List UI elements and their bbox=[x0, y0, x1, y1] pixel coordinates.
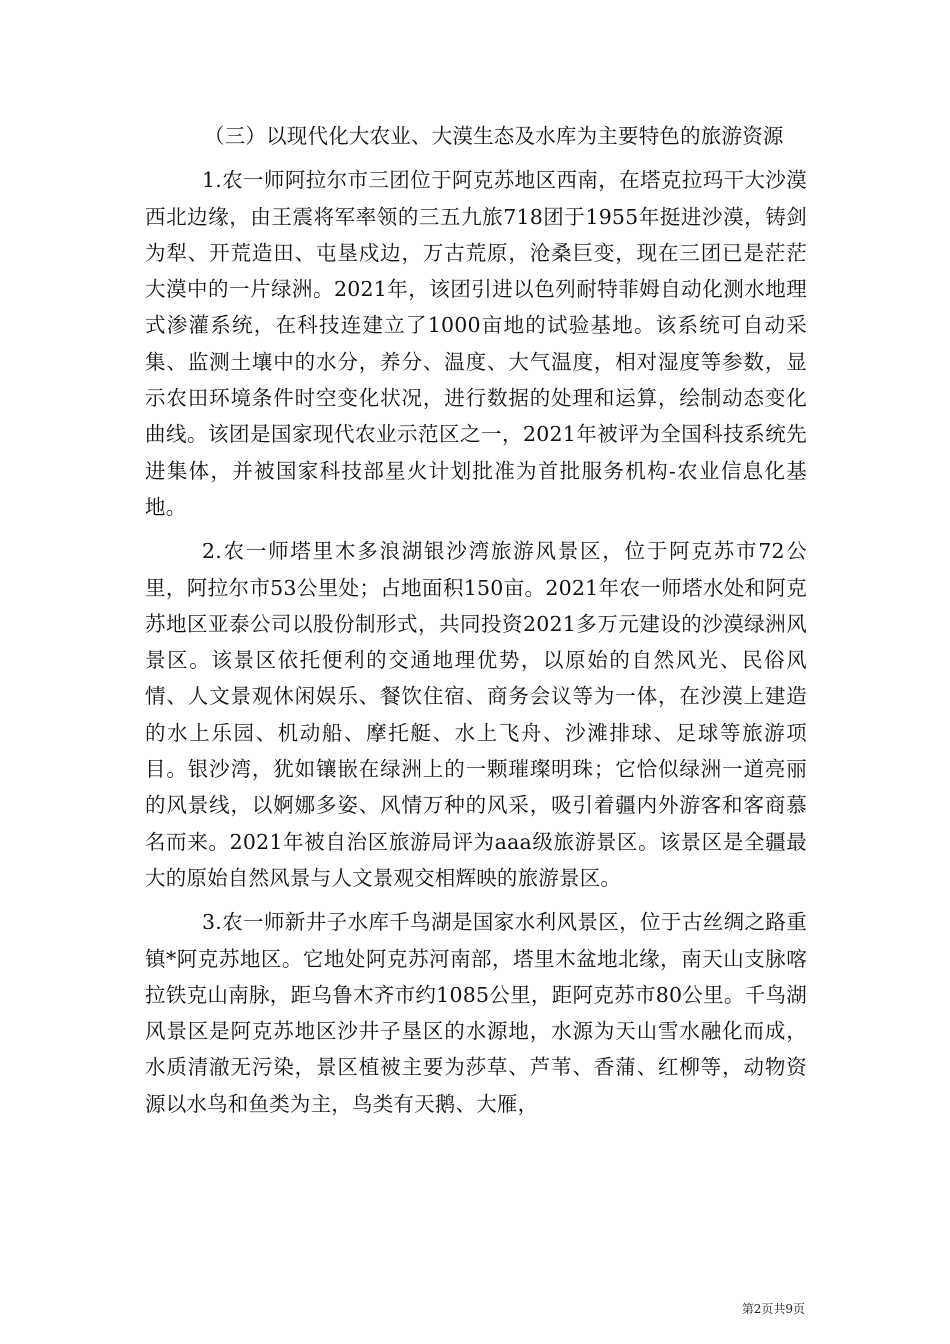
page-body bbox=[145, 118, 807, 1130]
section-heading: （三）以现代化大农业、大漠生态及水库为主要特色的旅游资源 bbox=[204, 124, 784, 148]
paragraph-3: 3.农一师新井子水库千鸟湖是国家水利风景区，位于古丝绸之路重镇*阿克苏地区。它地处阿克苏河南部，塔里木盆地北缘，南天山支脉喀拉铁克山南脉，距乌鲁木齐市约1085公里，距阿克苏市80公里。千鸟湖风景区是阿克苏地区沙井子垦区的水源地，水源为天山雪水融化而成，水质清澈无污染，景区植被主要为莎草、芦苇、香蒲、红柳等，动物资源以水鸟和鱼类为主，鸟类有天鹅、大雁， bbox=[145, 910, 807, 1116]
page-number: 第2页共9页 bbox=[741, 1302, 805, 1316]
paragraph-1: 1.农一师阿拉尔市三团位于阿克苏地区西南，在塔克拉玛干大沙漠西北边缘，由王震将军率领的三五九旅718团于1955年挺进沙漠，铸剑为犁、开荒造田、屯垦戍边，万古荒原，沧桑巨变，现在三团已是茫茫大漠中的一片绿洲。2021年，该团引进以色列耐特菲姆自动化测水地理式渗灌系统，在科技连建立了1000亩地的试验基地。该系统可自动采集、监测土壤中的水分，养分、温度、大气温度，相对湿度等参数，显示农田环境条件时空变化状况，进行数据的处理和运算，绘制动态变化曲线。该团是国家现代农业示范区之一，2021年被评为全国科技系统先进集体，并被国家科技部星火计划批准为首批服务机构-农业信息化基地。 bbox=[145, 168, 807, 519]
paragraph-2: 2.农一师塔里木多浪湖银沙湾旅游风景区，位于阿克苏市72公里，阿拉尔市53公里处；占地面积150亩。2021年农一师塔水处和阿克苏地区亚泰公司以股份制形式，共同投资2021多万元建设的沙漠绿洲风景区。该景区依托便利的交通地理优势，以原始的自然风光、民俗风情、人文景观休闲娱乐、餐饮住宿、商务会议等为一体，在沙漠上建造的水上乐园、机动船、摩托艇、水上飞舟、沙滩排球、足球等旅游项目。银沙湾，犹如镶嵌在绿洲上的一颗璀璨明珠；它恰似绿洲一道亮丽的风景线，以婀娜多姿、风情万种的风采，吸引着疆内外游客和客商慕名而来。2021年被自治区旅游局评为aaa级旅游景区。该景区是全疆最大的原始自然风景与人文景观交相辉映的旅游景区。 bbox=[145, 539, 807, 890]
